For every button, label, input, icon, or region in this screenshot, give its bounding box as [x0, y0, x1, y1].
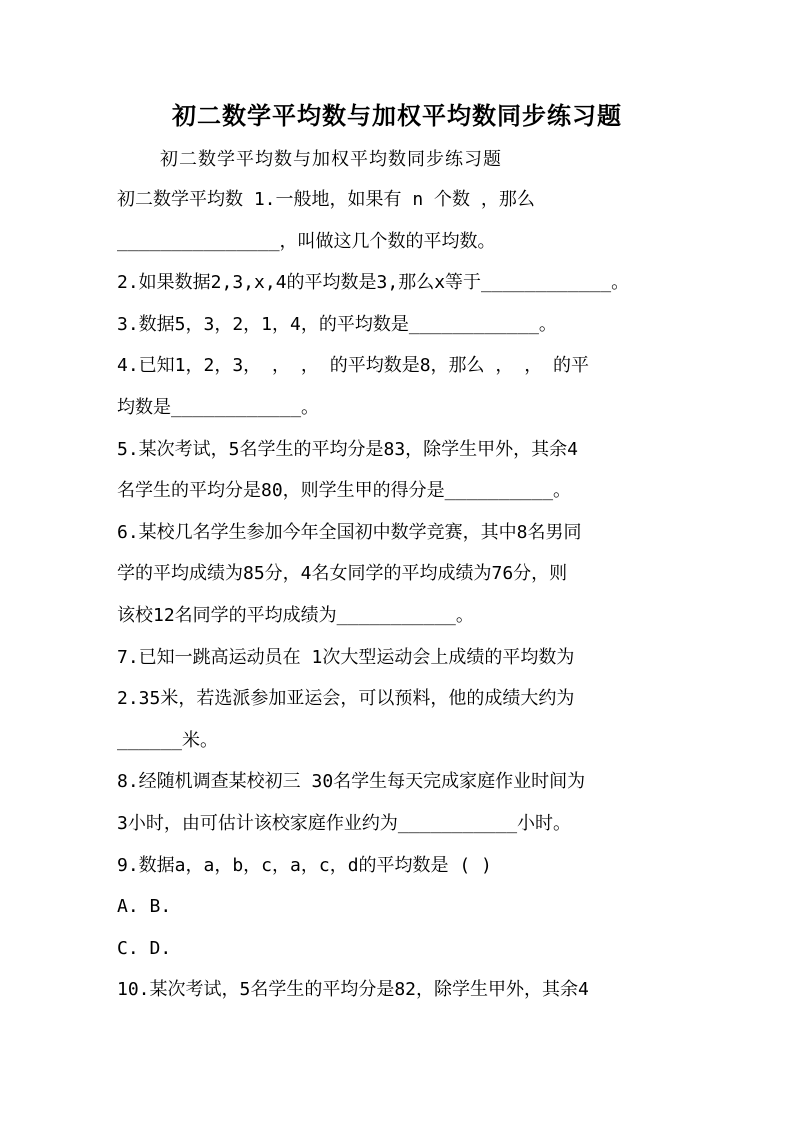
text-line: 该校12名同学的平均成绩为___________。	[117, 605, 474, 626]
text-line: ______米。	[117, 730, 219, 751]
text-line: 10.某次考试，5名学生的平均分是82，除学生甲外，其余4	[117, 979, 589, 1000]
text-line: _______________，叫做这几个数的平均数。	[117, 231, 496, 252]
text-line: 7.已知一跳高运动员在 1次大型运动会上成绩的平均数为	[117, 647, 575, 668]
text-line: 2.如果数据2,3,x,4的平均数是3,那么x等于____________。	[117, 272, 630, 293]
text-line: 6.某校几名学生参加今年全国初中数学竞赛，其中8名男同	[117, 522, 582, 543]
text-line: 初二数学平均数 1.一般地，如果有 n 个数 ，那么	[117, 189, 535, 210]
text-line: 学的平均成绩为85分，4名女同学的平均成绩为76分，则	[117, 563, 568, 584]
text-line: 4.已知1，2，3， ， ， 的平均数是8，那么 ， ， 的平	[117, 355, 590, 376]
text-line: 3小时，由可估计该校家庭作业约为___________小时。	[117, 813, 572, 834]
text-line: 名学生的平均分是80，则学生甲的得分是__________。	[117, 480, 572, 501]
text-line: 5.某次考试，5名学生的平均分是83，除学生甲外，其余4	[117, 439, 579, 460]
text-line: A. B.	[117, 896, 172, 917]
document-title: 初二数学平均数与加权平均数同步练习题	[172, 101, 622, 130]
text-line: 8.经随机调查某校初三 30名学生每天完成家庭作业时间为	[117, 771, 586, 792]
text-line: 2.35米，若选派参加亚运会，可以预料，他的成绩大约为	[117, 688, 575, 709]
text-line: 9.数据a，a，b，c，a，c，d的平均数是 ( )	[117, 855, 492, 876]
text-line: 3.数据5，3，2，1，4，的平均数是____________。	[117, 314, 557, 335]
text-line: 均数是____________。	[117, 397, 320, 418]
text-line: C. D.	[117, 938, 172, 959]
document-subtitle: 初二数学平均数与加权平均数同步练习题	[160, 149, 502, 170]
